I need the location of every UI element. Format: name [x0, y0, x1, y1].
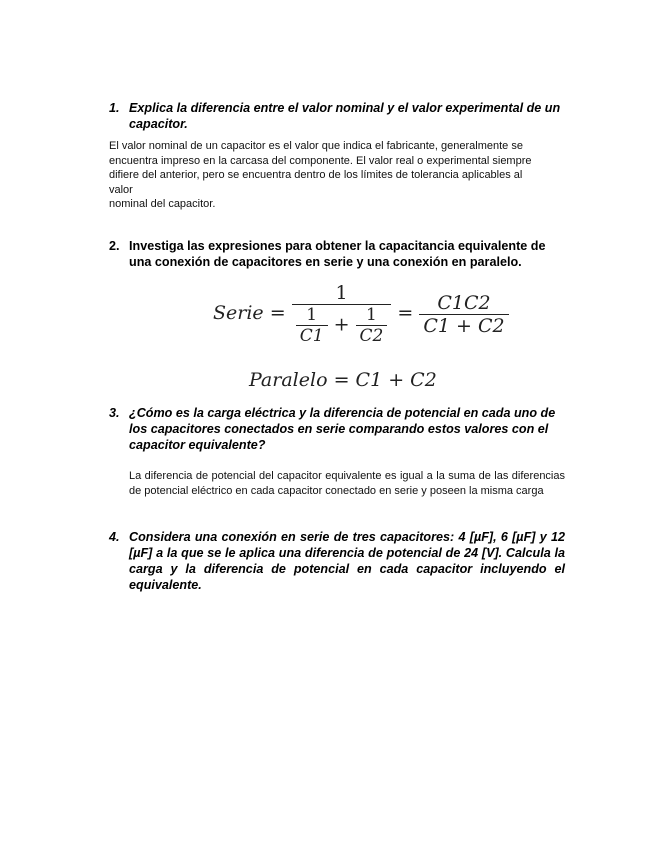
formula-serie-rhs-den: C1 + C2: [419, 314, 508, 337]
answer-1-line-1: El valor nominal de un capacitor es el valor que indica el fabricante, generalmente se: [109, 140, 523, 152]
question-2-text: Investiga las expresiones para obtener la capacitancia equivalente de una conexión de capacitores en serie y una conexión en paralelo.: [129, 239, 546, 269]
question-1-text: Explica la diferencia entre el valor nominal y el valor experimental de un capacitor.: [129, 101, 561, 131]
formula-serie-label: Serie: [213, 302, 264, 324]
formula-serie: [213, 282, 509, 346]
answer-1: [109, 139, 579, 212]
question-2-number: 2.: [109, 239, 120, 253]
question-4-number: 4.: [109, 530, 120, 544]
formula-paralelo: [249, 369, 437, 391]
question-1-number: 1.: [109, 101, 120, 115]
formula-serie-numerator: 1: [335, 282, 348, 304]
question-3-text: ¿Cómo es la carga eléctrica y la diferencia de potencial en cada uno de los capacitores conectados en serie comparando estos valores con el capacitor equivalente?: [129, 406, 556, 452]
formula-serie-sub-num-1: 1: [306, 305, 318, 325]
answer-1-line-5: nominal del capacitor.: [109, 198, 216, 210]
formula-serie-sub-fraction-1: [296, 305, 328, 346]
formula-serie-rhs-fraction: [419, 292, 508, 337]
answer-1-line-4: valor: [109, 183, 133, 196]
answer-1-line-2: encuentra impreso en la carcasa del componente. El valor real o experimental siempre: [109, 154, 532, 167]
formula-serie-sub-den-2: C2: [356, 325, 388, 346]
formula-paralelo-equals: =: [333, 369, 350, 391]
formula-serie-sub-den-1: C1: [296, 325, 328, 346]
formula-serie-sub-num-2: 1: [366, 305, 377, 325]
question-4: [109, 529, 565, 593]
formula-serie-equals-2: =: [397, 302, 414, 324]
formula-serie-rhs-num: C1C2: [437, 291, 491, 314]
formula-serie-equals: =: [269, 302, 286, 324]
formula-paralelo-label: Paralelo: [249, 369, 328, 391]
answer-1-line-3: difiere del anterior, pero se encuentra dentro de los límites de tolerancia aplicables al: [109, 169, 523, 181]
question-4-text: Considera una conexión en serie de tres capacitores: 4 [µF], 6 [µF] y 12 [µF] a la que se le aplica una diferencia de potencial de 24 [V]. Calcula la carga y la diferencia de potencial en cada capacitor incluyendo el equivalente.: [129, 530, 565, 592]
question-2: [109, 238, 569, 270]
answer-3-text: La diferencia de potencial del capacitor equivalente es igual a la suma de las diferencias de potencial eléctrico en cada capacitor conectado en serie y poseen la misma carga: [129, 470, 565, 497]
formula-serie-sub-fraction-2: [356, 305, 388, 346]
formula-serie-main-fraction: [292, 282, 392, 346]
question-3: [109, 405, 569, 453]
answer-3: [129, 469, 565, 498]
formula-serie-denominator: [292, 304, 392, 346]
formula-paralelo-rhs: C1 + C2: [355, 369, 437, 391]
question-1: [109, 100, 569, 132]
question-3-number: 3.: [109, 406, 120, 420]
formula-serie-plus: +: [333, 313, 350, 336]
